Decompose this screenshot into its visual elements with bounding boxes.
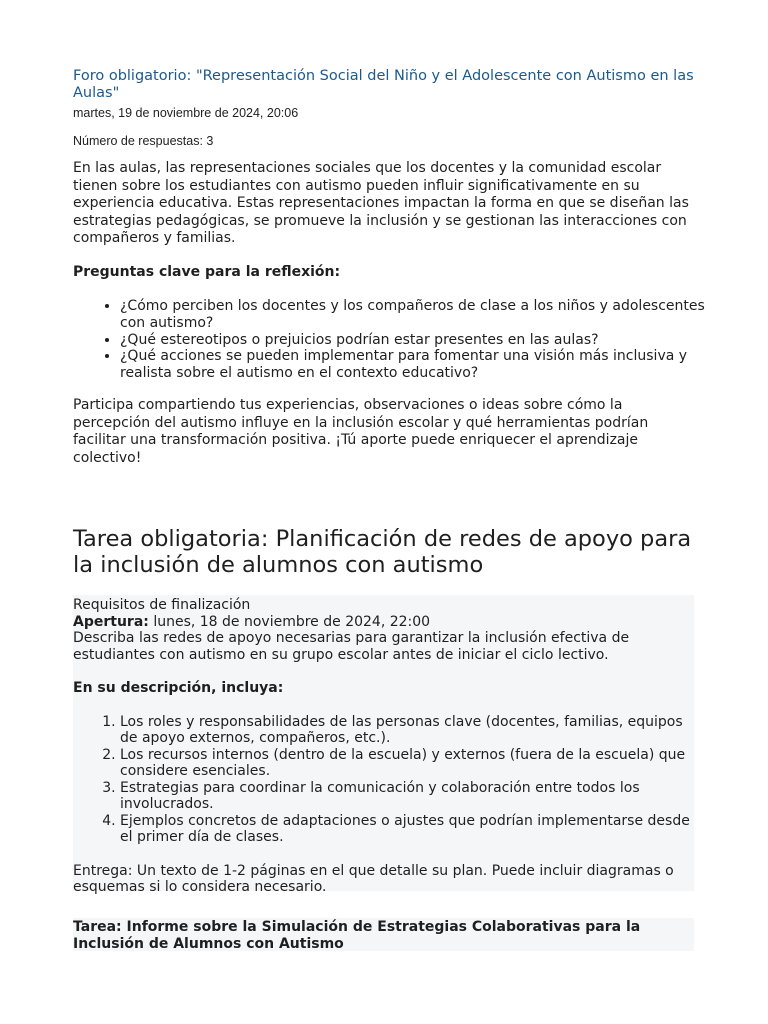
questions-list bbox=[73, 298, 720, 382]
task-description: Describa las redes de apoyo necesarias para garantizar la inclusión efectiva de estudiantes con autismo en su grupo escolar antes de iniciar el ciclo lectivo. bbox=[73, 630, 630, 663]
forum-intro-paragraph: En las aulas, las representaciones sociales que los docentes y la comunidad escolar tienen sobre los estudiantes con autismo pueden influir significativamente en su experiencia educativa. Estas representaciones impactan la forma en que se diseñan las estrategias pedagógicas, se promueve la inclusión y se gestionan las interacciones con compañeros y familias. bbox=[73, 160, 689, 246]
task-title: Tarea obligatoria: Planificación de redes de apoyo para la inclusión de alumnos con autismo bbox=[73, 526, 692, 578]
list-item: 4. Ejemplos concretos de adaptaciones o ajustes que podrían implementarse desde el primer día de clases. bbox=[120, 813, 694, 846]
list-item: • ¿Qué estereotipos o prejuicios podrían estar presentes en las aulas? bbox=[120, 332, 720, 349]
list-item: 2. Los recursos internos (dentro de la escuela) y externos (fuera de la escuela) que considere esenciales. bbox=[120, 747, 694, 780]
include-heading: En su descripción, incluya: bbox=[73, 680, 284, 696]
forum-invitation-paragraph: Participa compartiendo tus experiencias, observaciones o ideas sobre cómo la percepción del autismo influye en la inclusión escolar y qué herramientas podrían facilitar una transformación positiva. ¡Tú aporte puede enriquecer el aprendizaje colectivo! bbox=[73, 397, 649, 466]
opening-label: Apertura: bbox=[73, 613, 149, 630]
forum-date: martes, 19 de noviembre de 2024, 20:06 bbox=[73, 106, 299, 120]
opening-date bbox=[73, 614, 694, 631]
list-item: 1. Los roles y responsabilidades de las personas clave (docentes, familias, equipos de apoyo externos, compañeros, etc.). bbox=[120, 714, 694, 747]
opening-value: lunes, 18 de noviembre de 2024, 22:00 bbox=[148, 613, 431, 630]
list-item: • ¿Qué acciones se pueden implementar para fomentar una visión más inclusiva y realista sobre el autismo en el contexto educativo? bbox=[120, 348, 720, 382]
forum-title-link[interactable]: Foro obligatorio: "Representación Social del Niño y el Adolescente con Autismo en las Aulas" bbox=[73, 68, 694, 101]
list-item: 3. Estrategias para coordinar la comunicación y colaboración entre todos los involucrados. bbox=[120, 780, 694, 813]
requirements-list bbox=[73, 714, 694, 846]
task-details-panel bbox=[73, 595, 694, 895]
task2-header bbox=[73, 918, 694, 951]
delivery-note: Entrega: Un texto de 1-2 páginas en el que detalle su plan. Puede incluir diagramas o esquemas si lo considera necesario. bbox=[73, 862, 674, 895]
replies-count: Número de respuestas: 3 bbox=[73, 134, 214, 148]
completion-requirements: Requisitos de finalización bbox=[73, 597, 251, 613]
questions-heading: Preguntas clave para la reflexión: bbox=[73, 264, 341, 280]
task2-title: Tarea: Informe sobre la Simulación de Estrategias Colaborativas para la Inclusión de Alumnos con Autismo bbox=[73, 919, 641, 952]
list-item: • ¿Cómo perciben los docentes y los compañeros de clase a los niños y adolescentes con autismo? bbox=[120, 298, 720, 332]
